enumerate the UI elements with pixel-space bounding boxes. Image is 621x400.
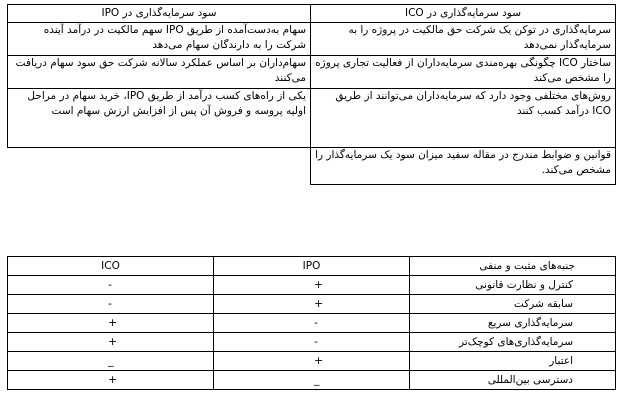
ico-cell: ساختار ICO چگونگی بهره‌مندی سرمایه‌داران از فعالیت تجاری پروژه را مشخص می‌کند bbox=[311, 56, 616, 89]
aspect-label: اعتبار bbox=[410, 352, 616, 371]
pros-cons-table bbox=[7, 256, 616, 390]
aspect-label: کنترل و نظارت قانونی bbox=[410, 276, 616, 295]
ipo-profit-header: سود سرمایه‌گذاری در IPO bbox=[8, 5, 311, 23]
ico-cell: سرمایه‌گذاری در توکن یک شرکت حق مالکیت در پروژه را به سرمایه‌گذار نمی‌دهد bbox=[311, 23, 616, 56]
ico-sign: + bbox=[8, 371, 214, 390]
ipo-cell: یکی از راه‌های کسب درآمد از طریق IPO، خرید سهام در مراحل اولیه پروسه و فروش آن پس از افزایش ارزش سهام است bbox=[8, 89, 311, 148]
ipo-ico-profit-table bbox=[7, 4, 616, 185]
ico-column-header: ICO bbox=[8, 257, 214, 276]
ipo-sign: + bbox=[214, 295, 410, 314]
ipo-sign: - bbox=[214, 333, 410, 352]
table-row bbox=[8, 56, 616, 89]
aspect-label: دسترسی بین‌المللی bbox=[410, 371, 616, 390]
table-row bbox=[8, 314, 616, 333]
table-row bbox=[8, 333, 616, 352]
table-row bbox=[8, 89, 616, 148]
aspect-column-header: جنبه‌های مثبت و منفی bbox=[410, 257, 616, 276]
table-row bbox=[8, 148, 616, 185]
ico-sign: - bbox=[8, 276, 214, 295]
ipo-cell: سهام‌داران بر اساس عملکرد سالانه شرکت حق سود سهام دریافت می‌کنند bbox=[8, 56, 311, 89]
ico-sign: + bbox=[8, 333, 214, 352]
header-row bbox=[8, 257, 616, 276]
aspect-label: سابقه شرکت bbox=[410, 295, 616, 314]
table-row bbox=[8, 23, 616, 56]
ico-sign: - bbox=[8, 295, 214, 314]
ipo-sign: - bbox=[214, 314, 410, 333]
table-row bbox=[8, 352, 616, 371]
ico-profit-header: سود سرمایه‌گذاری در ICO bbox=[311, 5, 616, 23]
ipo-sign: + bbox=[214, 276, 410, 295]
ipo-sign: + bbox=[214, 352, 410, 371]
ipo-sign: _ bbox=[214, 371, 410, 390]
ipo-column-header: IPO bbox=[214, 257, 410, 276]
table-row bbox=[8, 276, 616, 295]
table-row bbox=[8, 371, 616, 390]
ico-sign: _ bbox=[8, 352, 214, 371]
table-row bbox=[8, 295, 616, 314]
ico-sign: + bbox=[8, 314, 214, 333]
ipo-cell: سهام به‌دست‌آمده از طریق IPO سهم مالکیت در درآمد آینده شرکت را به دارندگان سهام می‌دهد bbox=[8, 23, 311, 56]
empty-cell bbox=[8, 148, 311, 185]
aspect-label: سرمایه‌گذاری سریع bbox=[410, 314, 616, 333]
aspect-label: سرمایه‌گذاری‌های کوچک‌تر bbox=[410, 333, 616, 352]
ico-cell: روش‌های مختلفی وجود دارد که سرمایه‌داران می‌توانند از طریق ICO درآمد کسب کنند bbox=[311, 89, 616, 148]
ico-cell: قوانین و ضوابط مندرج در مقاله سفید میزان سود یک سرمایه‌گذار را مشخص می‌کند. bbox=[311, 148, 616, 185]
